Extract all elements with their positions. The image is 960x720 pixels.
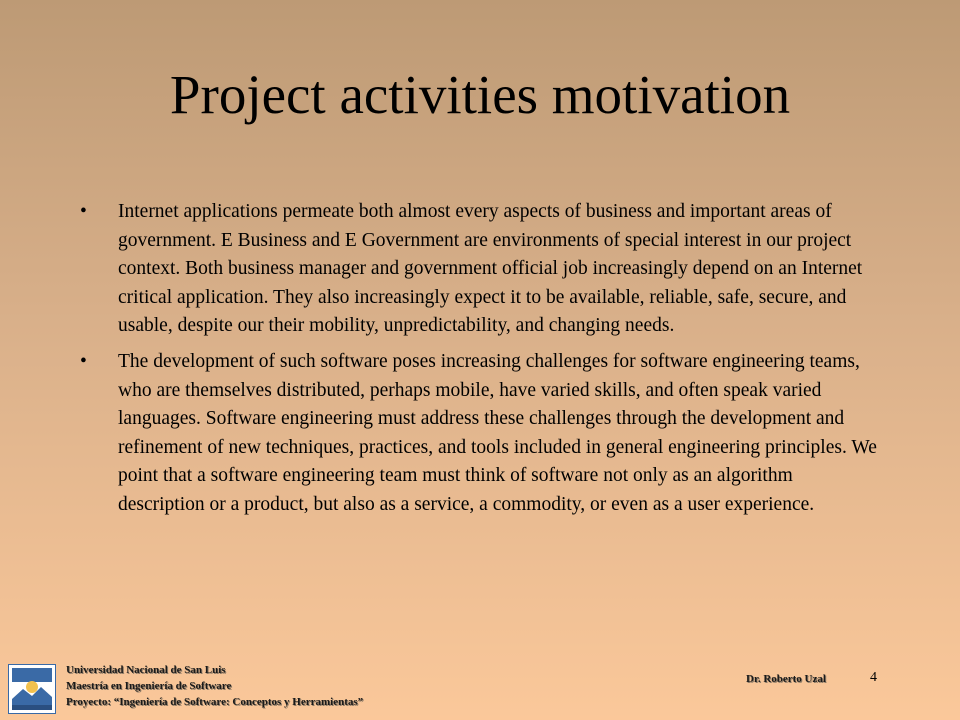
slide-title: Project activities motivation	[169, 64, 791, 125]
footer-university: Universidad Nacional de San Luis	[66, 664, 226, 676]
footer-author: Dr. Roberto Uzal	[746, 673, 826, 685]
page-number: 4	[870, 670, 877, 685]
footer-institution	[66, 662, 363, 710]
bullet-item	[80, 198, 880, 341]
bullet-item	[80, 348, 880, 520]
bullet-marker: •	[80, 350, 87, 372]
bullet-text: Internet applications permeate both almost every aspects of business and important areas of government. E Business and E Government are environments of special interest in our project context. Both business manager and government official job increasingly depend on an Internet critical application. They also increasingly expect it to be available, reliable, safe, secure, and usable, despite our their mobility, unpredictability, and changing needs.	[118, 201, 863, 337]
bullet-list	[80, 198, 880, 527]
footer-program: Maestría en Ingeniería de Software	[66, 680, 232, 692]
slide-footer	[0, 660, 960, 720]
footer-project: Proyecto: “Ingeniería de Software: Conceptos y Herramientas”	[66, 696, 364, 708]
university-logo-icon	[8, 664, 56, 714]
bullet-text: The development of such software poses increasing challenges for software engineering teams, who are themselves distributed, perhaps mobile, have varied skills, and often speak varied languages. Software engineering must address these challenges through the development and refinement of new techniques, practices, and tools included in general engineering principles. We point that a software engineering team must think of software not only as an algorithm description or a product, but also as a service, a commodity, or even as a user experience.	[118, 350, 877, 515]
bullet-marker: •	[80, 201, 87, 222]
